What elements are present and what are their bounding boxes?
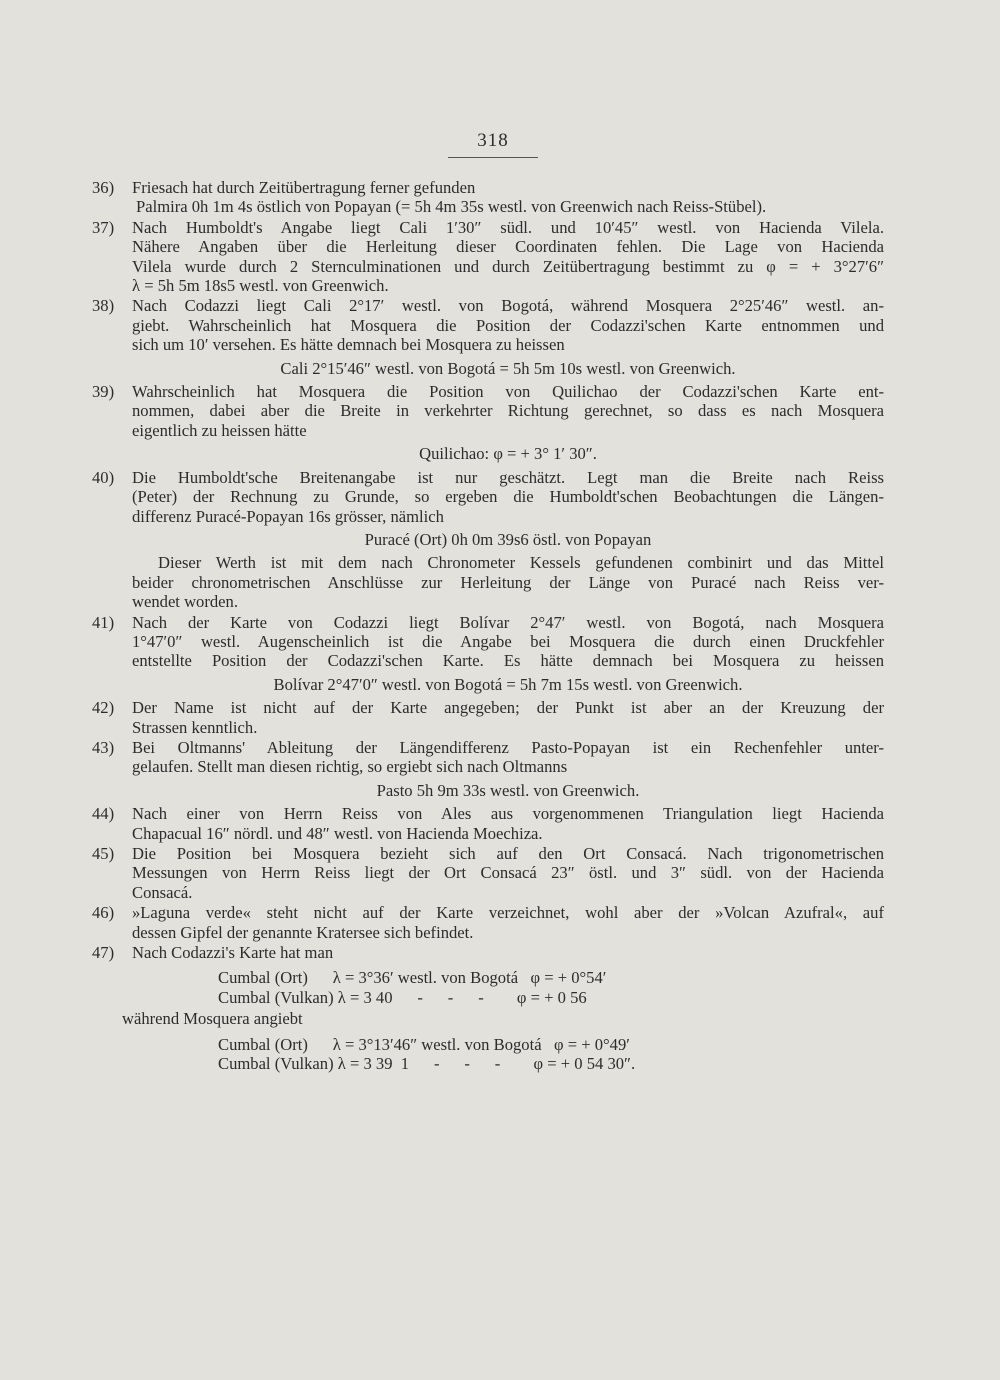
note-line: Nach Humboldt's Angabe liegt Cali 1′30″ südl. und 10′45″ westl. von Hacienda Vilela. xyxy=(132,217,884,237)
note-line: gelaufen. Stellt man diesen richtig, so ergiebt sich nach Oltmanns xyxy=(132,757,568,777)
note-line: 1°47′0″ westl. Augenscheinlich ist die Angabe bei Mosquera die durch einen Druckfehler xyxy=(132,631,884,651)
note-line: λ = 5h 5m 18s5 westl. von Greenwich. xyxy=(132,276,389,296)
note-line: beider chronometrischen Anschlüsse zur Herleitung der Länge von Puracé nach Reiss ver- xyxy=(132,572,884,592)
note-line: sich um 10′ versehen. Es hätte demnach bei Mosquera zu heissen xyxy=(132,335,565,355)
note-line: entstellte Position der Codazzi'schen Karte. Es hätte demnach bei Mosquera zu heissen xyxy=(132,651,884,671)
formula-line: Pasto 5h 9m 33s westl. von Greenwich. xyxy=(376,780,640,800)
note-line: Die Position bei Mosquera bezieht sich auf den Ort Consacá. Nach trigonometrischen xyxy=(132,844,884,863)
note-line: Chapacual 16″ nördl. und 48″ westl. von Hacienda Moechiza. xyxy=(132,823,543,843)
note-45 xyxy=(92,844,884,902)
note-line: Friesach hat durch Zeitübertragung ferner gefunden xyxy=(132,178,476,197)
note-number: 44) xyxy=(92,804,115,824)
note-47 xyxy=(92,943,884,1073)
table-row: Cumbal (Ort) λ = 3°13′46″ westl. von Bogotá φ = + 0°49′ xyxy=(218,1034,630,1054)
note-line: während Mosquera angiebt xyxy=(122,1009,303,1029)
table-row: Cumbal (Vulkan) λ = 3 39 1 - - - φ = + 0 54 30″. xyxy=(218,1054,636,1074)
note-38 xyxy=(92,296,884,378)
note-number: 43) xyxy=(92,737,115,757)
note-44 xyxy=(92,804,884,843)
note-line: Messungen von Herrn Reiss liegt der Ort Consacá 23″ östl. und 3″ südl. von der Hacienda xyxy=(132,863,884,883)
note-line: Bei Oltmanns' Ableitung der Längendifferenz Pasto-Popayan ist ein Rechenfehler unter- xyxy=(132,737,884,757)
page-number: 318 xyxy=(477,130,509,151)
page-number-rule xyxy=(448,157,538,158)
note-number: 37) xyxy=(92,217,115,237)
notes-body xyxy=(92,178,884,1074)
note-line: Dieser Werth ist mit dem nach Chronometer Kessels gefundenen combinirt und das Mittel xyxy=(158,553,884,573)
note-36 xyxy=(92,178,884,217)
note-number: 40) xyxy=(92,467,115,487)
note-line: dessen Gipfel der genannte Kratersee sich befindet. xyxy=(132,922,474,942)
table-row: Cumbal (Vulkan) λ = 3 40 - - - φ = + 0 56 xyxy=(218,987,587,1007)
note-37 xyxy=(92,218,884,296)
note-line: Nach der Karte von Codazzi liegt Bolívar 2°47′ westl. von Bogotá, nach Mosquera xyxy=(132,612,884,632)
note-line: Palmira 0h 1m 4s östlich von Popayan (= 5h 4m 35s westl. von Greenwich nach Reiss-Stübel). xyxy=(136,197,767,217)
note-line: giebt. Wahrscheinlich hat Mosquera die Position der Codazzi'schen Karte entnommen und xyxy=(132,315,884,335)
note-41 xyxy=(92,613,884,695)
note-number: 39) xyxy=(92,382,115,402)
note-43 xyxy=(92,738,884,800)
note-number: 41) xyxy=(92,612,115,632)
note-line: differenz Puracé-Popayan 16s grösser, nämlich xyxy=(132,506,444,526)
note-line: Strassen kenntlich. xyxy=(132,717,258,737)
formula-line: Bolívar 2°47′0″ westl. von Bogotá = 5h 7m 15s westl. von Greenwich. xyxy=(273,674,743,694)
note-39 xyxy=(92,382,884,464)
note-line: eigentlich zu heissen hätte xyxy=(132,420,307,440)
note-line: Consacá. xyxy=(132,882,193,902)
note-line: Vilela wurde durch 2 Sternculminationen und durch Zeitübertragung bestimmt zu φ = + 3°27′6″ xyxy=(132,256,884,276)
formula-line: Puracé (Ort) 0h 0m 39s6 östl. von Popayan xyxy=(364,529,652,549)
note-number: 47) xyxy=(92,943,115,963)
table-row: Cumbal (Ort) λ = 3°36′ westl. von Bogotá φ = + 0°54′ xyxy=(218,968,607,988)
note-line: Nach Codazzi's Karte hat man xyxy=(132,943,334,963)
note-number: 45) xyxy=(92,844,115,863)
note-line: Nähere Angaben über die Herleitung dieser Coordinaten fehlen. Die Lage von Hacienda xyxy=(132,237,884,257)
formula-line: Cali 2°15′46″ westl. von Bogotá = 5h 5m 10s westl. von Greenwich. xyxy=(280,358,736,378)
note-40 xyxy=(92,468,884,612)
note-line: Die Humboldt'sche Breitenangabe ist nur geschätzt. Legt man die Breite nach Reiss xyxy=(132,467,884,487)
note-line: nommen, dabei aber die Breite in verkehrter Richtung gerechnet, so dass es nach Mosquera xyxy=(132,401,884,421)
note-line: (Peter) der Rechnung zu Grunde, so ergeben die Humboldt'schen Beobachtungen die Längen- xyxy=(132,487,884,507)
note-line: Der Name ist nicht auf der Karte angegeben; der Punkt ist aber an der Kreuzung der xyxy=(132,698,884,718)
note-number: 36) xyxy=(92,178,115,197)
note-line: Nach einer von Herrn Reiss von Ales aus vorgenommenen Triangulation liegt Hacienda xyxy=(132,804,884,824)
formula-line: Quilichao: φ = + 3° 1′ 30″. xyxy=(419,444,597,464)
note-line: »Laguna verde« steht nicht auf der Karte verzeichnet, wohl aber der »Volcan Azufral«, auf xyxy=(132,903,884,923)
note-number: 38) xyxy=(92,296,115,316)
note-line: wendet worden. xyxy=(132,592,238,612)
note-number: 42) xyxy=(92,698,115,718)
note-line: Nach Codazzi liegt Cali 2°17′ westl. von Bogotá, während Mosquera 2°25′46″ westl. an- xyxy=(132,296,884,316)
note-46 xyxy=(92,903,884,942)
note-line: Wahrscheinlich hat Mosquera die Position von Quilichao der Codazzi'schen Karte ent- xyxy=(132,382,884,402)
note-42 xyxy=(92,698,884,737)
note-number: 46) xyxy=(92,903,115,923)
